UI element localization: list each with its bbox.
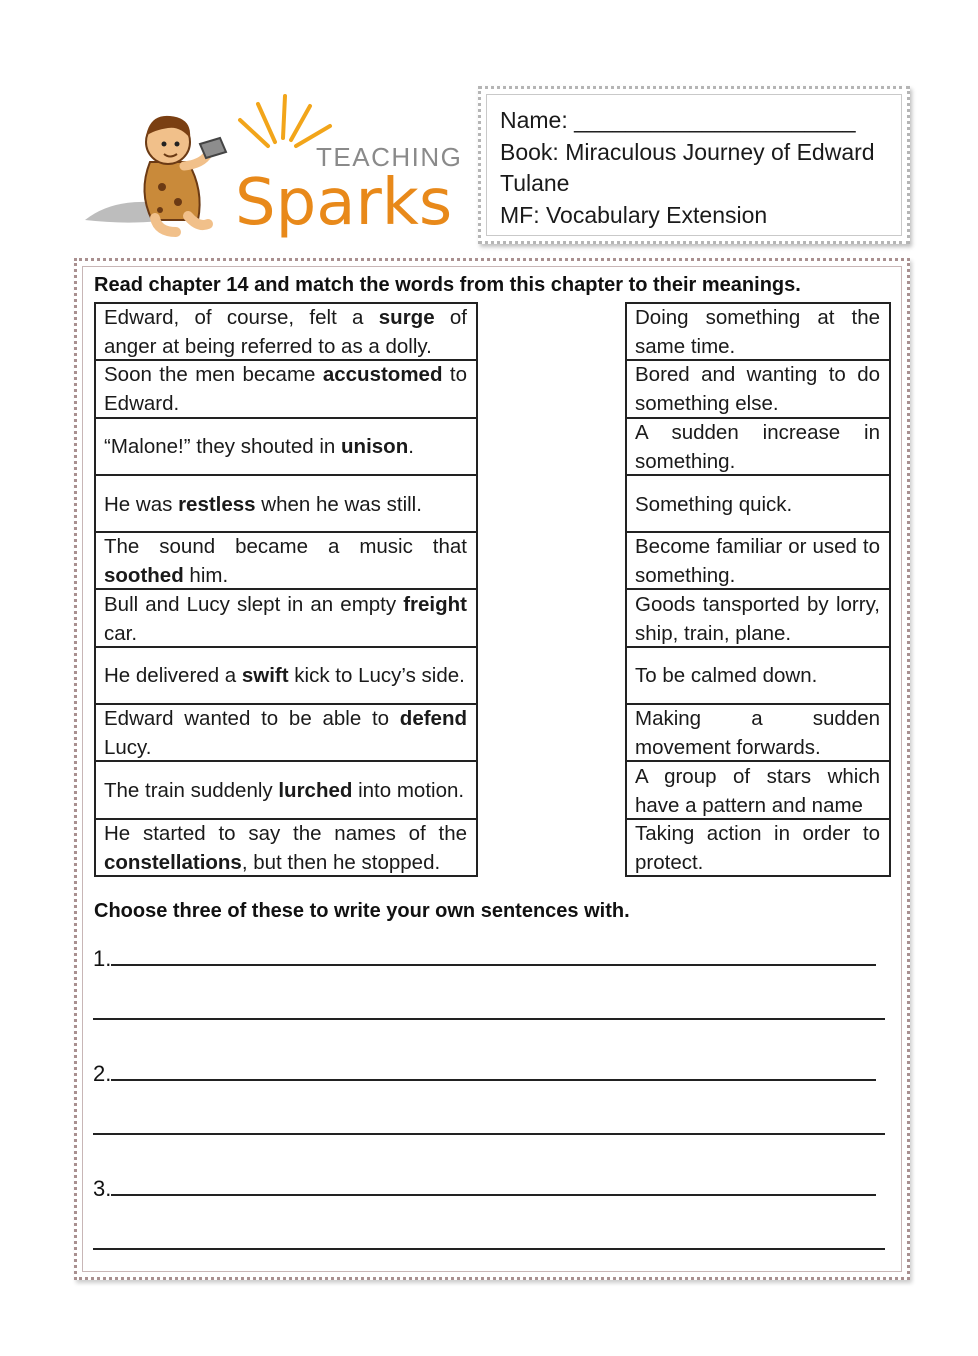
answer-number: 3. — [93, 1176, 112, 1201]
sentence-cell[interactable]: Bull and Lucy slept in an empty freight car. — [94, 588, 478, 647]
vocab-word: unison — [341, 435, 409, 459]
meaning-cell[interactable]: Taking action in order to protect. — [625, 818, 891, 877]
brand-top: TEACHING — [316, 142, 463, 172]
vocab-word: accustomed — [322, 363, 443, 387]
answer-line-3b[interactable] — [93, 1226, 885, 1256]
answer-number: 1. — [93, 946, 112, 971]
matching-instruction: Read chapter 14 and match the words from this chapter to their meanings. — [94, 274, 801, 296]
answer-line-1[interactable] — [93, 942, 876, 972]
brand-bottom: Sparks — [235, 166, 453, 240]
answer-line-2[interactable] — [93, 1057, 876, 1087]
meaning-cell[interactable]: A group of stars which have a pattern and name — [625, 760, 891, 819]
answer-line-3[interactable] — [93, 1172, 876, 1202]
meaning-cell[interactable]: Making a sudden movement forwards. — [625, 703, 891, 762]
name-field[interactable]: Name: ______________________ — [500, 107, 856, 133]
answer-line-1b[interactable] — [93, 996, 885, 1026]
sentence-cell[interactable]: Edward, of course, felt a surge of anger at being referred to as a dolly. — [94, 302, 478, 361]
sentence-cell[interactable]: The train suddenly lurched into motion. — [94, 760, 478, 819]
sentence-cell[interactable]: He started to say the names of the constellations, but then he stopped. — [94, 818, 478, 877]
vocab-word: restless — [178, 492, 256, 516]
vocab-word: soothed — [104, 564, 184, 588]
vocab-word: swift — [241, 664, 289, 688]
meaning-cell[interactable]: Goods tansported by lorry, ship, train, plane. — [625, 588, 891, 647]
meaning-cell[interactable]: Something quick. — [625, 474, 891, 533]
vocab-word: lurched — [278, 779, 353, 803]
teaching-sparks-logo — [80, 92, 465, 242]
worksheet-info-box — [478, 86, 910, 244]
writing-instruction: Choose three of these to write your own sentences with. — [94, 900, 630, 922]
sentence-cell[interactable]: He was restless when he was still. — [94, 474, 478, 533]
answer-line-2b[interactable] — [93, 1111, 885, 1141]
sentence-cell[interactable]: The sound became a music that soothed him. — [94, 531, 478, 590]
meaning-column — [625, 302, 891, 877]
book-title-cont: Tulane — [500, 170, 570, 196]
meaning-cell[interactable]: To be calmed down. — [625, 646, 891, 705]
meaning-cell[interactable]: Bored and wanting to do something else. — [625, 359, 891, 418]
answer-number: 2. — [93, 1061, 112, 1086]
vocab-word: constellations — [104, 850, 242, 874]
vocab-word: defend — [399, 707, 467, 731]
sentence-cell[interactable]: Edward wanted to be able to defend Lucy. — [94, 703, 478, 762]
sentence-cell[interactable]: Soon the men became accustomed to Edward. — [94, 359, 478, 418]
worksheet-topic: MF: Vocabulary Extension — [500, 201, 768, 228]
book-title: Book: Miraculous Journey of Edward — [500, 138, 875, 165]
meaning-cell[interactable]: Doing something at the same time. — [625, 302, 891, 361]
caveman-mascot-icon — [80, 92, 465, 242]
vocab-word: surge — [378, 306, 435, 330]
sentence-cell[interactable]: He delivered a swift kick to Lucy’s side. — [94, 646, 478, 705]
sentence-column — [94, 302, 478, 877]
vocab-word: freight — [403, 592, 467, 616]
sentence-cell[interactable]: “Malone!” they shouted in unison. — [94, 417, 478, 476]
meaning-cell[interactable]: Become familiar or used to something. — [625, 531, 891, 590]
meaning-cell[interactable]: A sudden increase in something. — [625, 417, 891, 476]
